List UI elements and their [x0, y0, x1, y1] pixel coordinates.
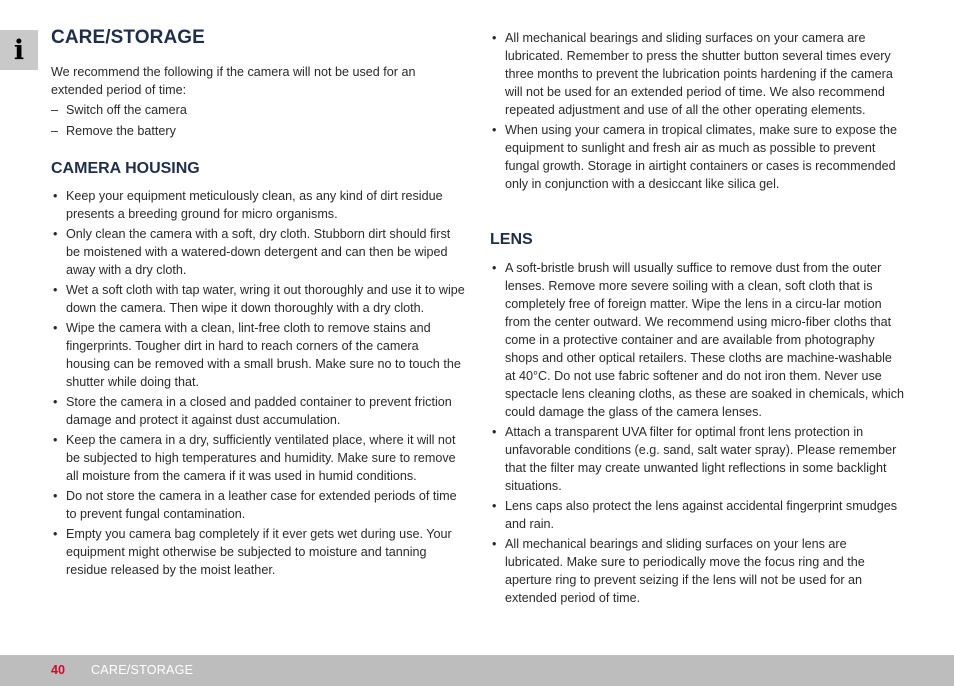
bullet-icon: • [492, 425, 497, 439]
list-item: • Empty you camera bag completely if it ever gets wet during use. Your equipment might otherwise be subjected to moisture and tanning residue released by the moist leather. [53, 527, 452, 577]
list-item: • A soft-bristle brush will usually suffice to remove dust from the outer lenses. Remove more severe soiling with a clean, soft cloth that is completely free of foreign matter. Wipe the lens in a circu-lar motion from the center outward. We recommend using micro-fiber cloths that come in a protective container and are available from photography shops and other optical retailers. These cloths are machine-washable at 40°C. Do not use fabric softener and do not iron them. Never use spectacle lens cleaning cloths, as these are soaked in chemicals, which could damage the glass of the camera lenses. [492, 261, 905, 419]
list-item: • Keep your equipment meticulously clean, as any kind of dirt residue presents a breeding ground for micro organisms. [53, 189, 443, 221]
page-title: CARE/STORAGE [51, 27, 205, 48]
bullet-icon: • [492, 499, 497, 513]
list-item: • Store the camera in a closed and padded container to prevent friction damage and protect it against dust accumulation. [53, 395, 452, 427]
bullet-icon: • [53, 527, 58, 541]
info-icon: i [13, 34, 25, 66]
camera-housing-list [51, 187, 465, 581]
bullet-icon: • [53, 189, 58, 203]
dash-list [51, 101, 187, 143]
bullet-icon: • [53, 321, 58, 335]
camera-maintenance-list [490, 29, 904, 195]
bullet-icon: • [53, 489, 58, 503]
bullet-icon: • [53, 227, 58, 241]
list-item: • Only clean the camera with a soft, dry cloth. Stubborn dirt should first be moistened with a watered-down detergent and can then be wiped away with a dry cloth. [53, 227, 451, 277]
list-item: • Keep the camera in a dry, sufficiently ventilated place, where it will not be subjected to high temperatures and humidity. Make sure to remove all moisture from the camera if it was used in humid conditions. [53, 433, 456, 483]
list-item: • Lens caps also protect the lens against accidental fingerprint smudges and rain. [492, 499, 898, 531]
section-heading-lens: LENS [490, 231, 533, 248]
bullet-icon: • [53, 283, 58, 297]
list-item: • All mechanical bearings and sliding surfaces on your camera are lubricated. Remember to press the shutter button several times every three months to prevent the lubrication points hardening if the camera will not be used for an extended period of time. We also recommend repeated adjustment and use of all the other operating elements. [492, 31, 893, 117]
list-item: • Do not store the camera in a leather case for extended periods of time to prevent fungal contamination. [53, 489, 457, 521]
page-footer [0, 655, 954, 686]
list-item: • All mechanical bearings and sliding surfaces on your lens are lubricated. Make sure to periodically move the focus ring and the aperture ring to prevent seizing if the lens will not be used for an extended period of time. [492, 537, 865, 605]
bullet-icon: • [53, 433, 58, 447]
bullet-icon: • [492, 123, 497, 137]
dash-item-text: Switch off the camera [66, 103, 187, 117]
footer-section-title: CARE/STORAGE [91, 663, 194, 677]
list-item: • Wipe the camera with a clean, lint-free cloth to remove stains and fingerprints. Tougher dirt in hard to reach corners of the camera housing can be removed with a small brush. Make sure no to touch the shutter while doing that. [53, 321, 461, 389]
intro-text: We recommend the following if the camera will not be used for an extended period of time: [51, 65, 416, 97]
bullet-icon: • [492, 261, 497, 275]
list-item: • When using your camera in tropical climates, make sure to expose the equipment to sunlight and fresh air as much as possible to prevent fungal growth. Storage in airtight containers or cases is recommended only in conjunction with a desiccant like silica gel. [492, 123, 897, 191]
lens-list [490, 259, 904, 609]
list-item: • Wet a soft cloth with tap water, wring it out thoroughly and use it to wipe down the camera. Then wipe it down thoroughly with a dry cloth. [53, 283, 465, 315]
info-tab [0, 30, 38, 70]
list-item: • Attach a transparent UVA filter for optimal front lens protection in unfavorable conditions (e.g. sand, salt water spray). Please remember that the filter may create unwanted light reflections in some backlight situations. [492, 425, 897, 493]
dash-item: – Switch off the camera [51, 101, 187, 122]
section-heading-camera-housing: CAMERA HOUSING [51, 160, 200, 177]
dash-item: – Remove the battery [51, 122, 187, 143]
bullet-icon: • [53, 395, 58, 409]
bullet-icon: • [492, 31, 497, 45]
page-number: 40 [51, 663, 66, 677]
bullet-icon: • [492, 537, 497, 551]
dash-item-text: Remove the battery [66, 124, 176, 138]
